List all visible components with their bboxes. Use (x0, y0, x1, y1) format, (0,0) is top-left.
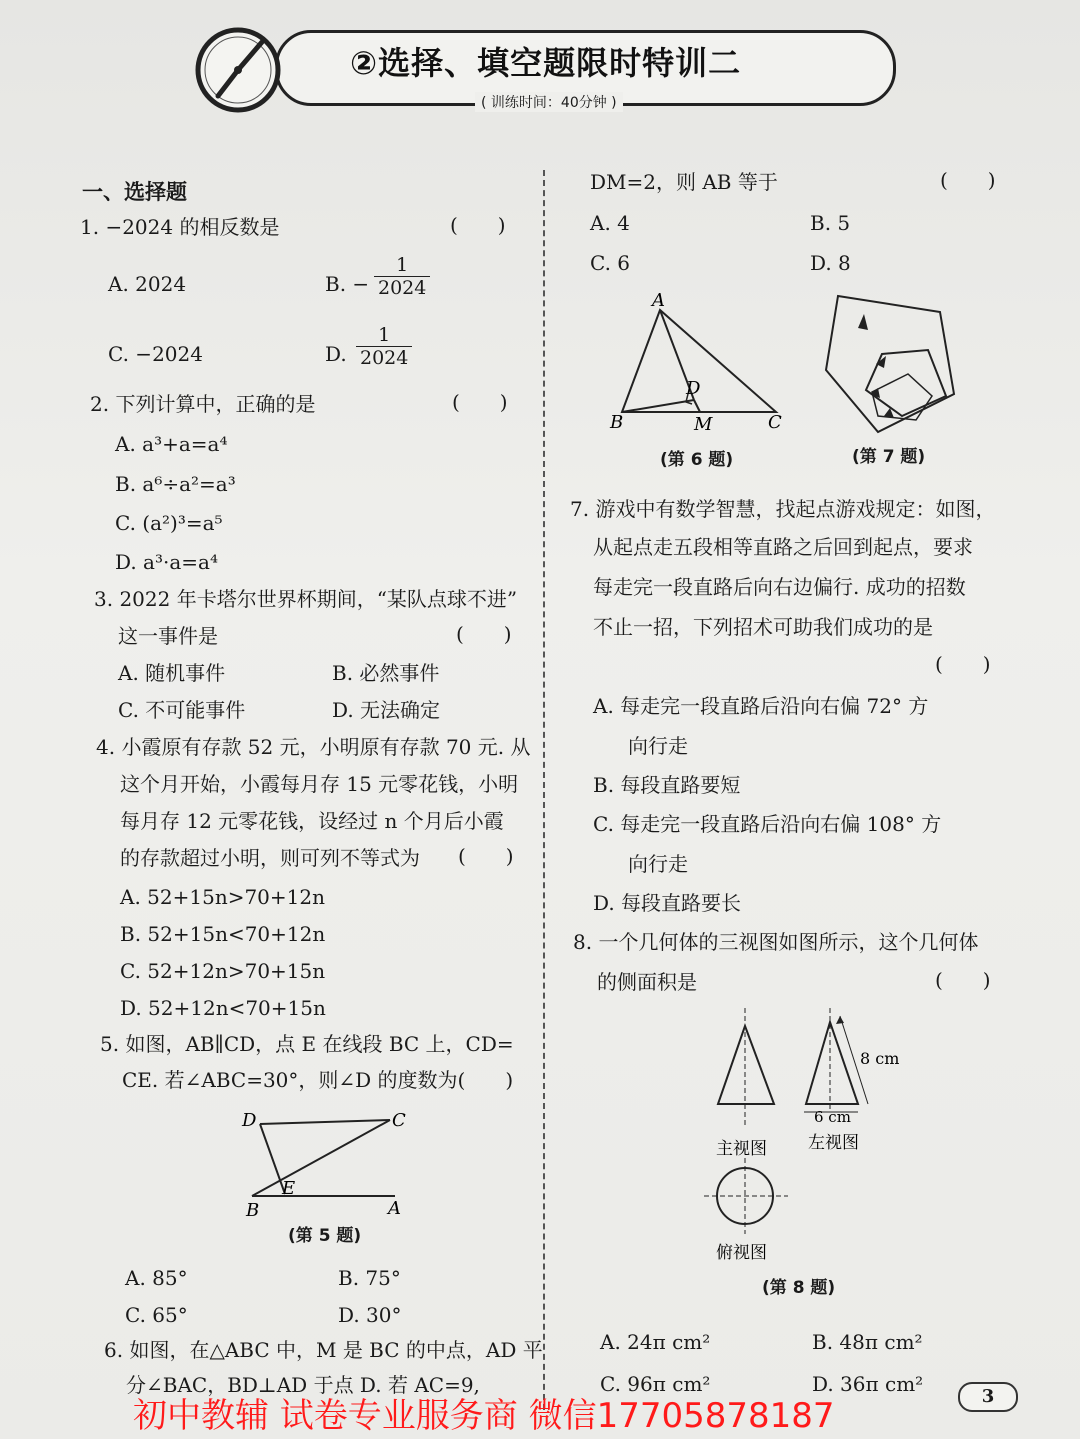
q6-label-a: A (652, 290, 665, 311)
q8-paren: ( ) (935, 968, 991, 992)
q8-figure (690, 1008, 910, 1268)
q1-option-d-fraction (356, 324, 412, 369)
q1-b-numerator: 1 (374, 254, 430, 277)
q7-option-a-line1: A. 每走完一段直路后沿向右偏 72° 方 (593, 694, 929, 718)
q6-label-b: B (610, 412, 624, 433)
q5-option-d: D. 30° (338, 1303, 402, 1327)
q5-label-d: D (242, 1110, 257, 1131)
q6-label-d: D (686, 378, 701, 399)
q6-paren: ( ) (940, 168, 996, 192)
q7-stem-line4: 不止一招，下列招术可助我们成功的是 (593, 615, 933, 639)
column-divider (543, 170, 545, 1410)
arrow-icon (858, 314, 868, 330)
q8-top-label: 俯视图 (716, 1243, 767, 1263)
q7-stem-line3: 每走完一段直路后向右边偏行. 成功的招数 (593, 575, 966, 599)
q6-option-c: C. 6 (590, 251, 631, 275)
q4-option-b: B. 52+15n<70+12n (120, 922, 326, 946)
q8-stem-line2: 的侧面积是 (597, 970, 697, 994)
q1-paren: ( ) (450, 213, 506, 237)
q8-stem-line1: 8. 一个几何体的三视图如图所示，这个几何体 (573, 930, 979, 954)
q8-length-8: 8 cm (860, 1049, 900, 1068)
q1-d-denominator: 2024 (360, 347, 409, 369)
q1-option-d-prefix: D. (325, 342, 347, 366)
q4-option-a: A. 52+15n>70+12n (120, 885, 325, 909)
q5-option-b: B. 75° (338, 1266, 401, 1290)
q7-option-d: D. 每段直路要长 (593, 891, 742, 915)
q4-option-d: D. 52+12n<70+15n (120, 996, 326, 1020)
q5-label-a: A (388, 1198, 401, 1219)
q6-figure (600, 288, 800, 438)
q5-caption: (第 5 题) (288, 1226, 362, 1246)
q2-option-b: B. a⁶÷a²=a³ (115, 472, 236, 496)
q3-paren: ( ) (456, 622, 512, 646)
q6-stem-line2: 分∠BAC，BD⊥AD 于点 D. 若 AC=9, (126, 1373, 480, 1397)
q3-option-a: A. 随机事件 (118, 661, 226, 685)
q7-option-a-line2: 向行走 (628, 734, 688, 758)
q6-stem-line1: 6. 如图，在△ABC 中，M 是 BC 的中点，AD 平 (104, 1338, 543, 1362)
q8-front-label: 主视图 (716, 1139, 767, 1159)
page-subtitle: ( 训练时间：40分钟 ) (475, 92, 623, 112)
q4-stem-line2: 这个月开始，小霞每月存 15 元零花钱，小明 (120, 772, 519, 796)
q3-option-d: D. 无法确定 (332, 698, 441, 722)
q1-d-numerator: 1 (356, 324, 412, 347)
q1-option-c: C. −2024 (108, 342, 203, 366)
q1-stem: 1. −2024 的相反数是 (80, 215, 280, 239)
q6-option-d: D. 8 (810, 251, 851, 275)
q7-option-c-line2: 向行走 (628, 852, 688, 876)
q8-option-b: B. 48π cm² (812, 1330, 923, 1354)
q8-option-d: D. 36π cm² (812, 1372, 924, 1396)
q1-option-b-fraction (374, 254, 430, 299)
q7-figure (820, 292, 960, 442)
q7-paren: ( ) (935, 652, 991, 676)
q5-stem-line2: CE. 若∠ABC=30°，则∠D 的度数为( ) (122, 1068, 514, 1092)
q6-option-a: A. 4 (590, 211, 630, 235)
q1-b-denominator: 2024 (378, 277, 427, 299)
page-title: ②选择、填空题限时特训二 (350, 44, 742, 82)
q6-stem-line3: DM=2，则 AB 等于 (590, 170, 778, 194)
q5-stem-line1: 5. 如图，AB∥CD，点 E 在线段 BC 上，CD= (100, 1032, 514, 1056)
q5-option-a: A. 85° (125, 1266, 188, 1290)
q4-stem-line4: 的存款超过小明，则可列不等式为 (120, 846, 420, 870)
watermark-text: 初中教辅 试卷专业服务商 微信17705878187 (133, 1396, 835, 1436)
q5-label-c: C (392, 1110, 406, 1131)
page-number: 3 (958, 1382, 1018, 1412)
q3-option-c: C. 不可能事件 (118, 698, 246, 722)
q6-label-c: C (768, 412, 782, 433)
q4-option-c: C. 52+12n>70+15n (120, 959, 326, 983)
q5-label-b: B (246, 1200, 260, 1221)
q2-option-d: D. a³·a=a⁴ (115, 550, 218, 574)
q5-figure (230, 1104, 430, 1224)
q2-paren: ( ) (452, 390, 508, 414)
q7-option-b: B. 每段直路要短 (593, 773, 741, 797)
q4-stem-line3: 每月存 12 元零花钱，设经过 n 个月后小霞 (120, 809, 504, 833)
q7-stem-line1: 7. 游戏中有数学智慧，找起点游戏规定：如图， (570, 497, 996, 521)
q7-stem-line2: 从起点走五段相等直路之后回到起点，要求 (593, 535, 973, 559)
q4-stem-line1: 4. 小霞原有存款 52 元，小明原有存款 70 元. 从 (96, 735, 531, 759)
q2-option-a: A. a³+a=a⁴ (115, 432, 228, 456)
section-heading: 一、选择题 (82, 180, 187, 204)
q6-caption: (第 6 题) (660, 450, 734, 470)
q5-option-c: C. 65° (125, 1303, 188, 1327)
q3-stem-line2: 这一事件是 (118, 624, 218, 648)
q7-caption: (第 7 题) (852, 447, 926, 467)
q2-option-c: C. (a²)³=a⁵ (115, 511, 223, 535)
q8-option-a: A. 24π cm² (600, 1330, 711, 1354)
q1-option-b-prefix: B. − (325, 272, 370, 296)
q8-option-c: C. 96π cm² (600, 1372, 711, 1396)
q3-option-b: B. 必然事件 (332, 661, 440, 685)
q6-option-b: B. 5 (810, 211, 851, 235)
clock-icon (192, 22, 284, 114)
q8-caption: (第 8 题) (762, 1278, 836, 1298)
q3-stem-line1: 3. 2022 年卡塔尔世界杯期间，“某队点球不进” (94, 587, 518, 611)
q6-label-m: M (694, 414, 713, 435)
q8-left-label: 左视图 (808, 1133, 859, 1153)
q2-stem: 2. 下列计算中，正确的是 (90, 392, 316, 416)
q7-option-c-line1: C. 每走完一段直路后沿向右偏 108° 方 (593, 812, 942, 836)
q5-label-e: E (282, 1178, 296, 1199)
q8-length-6: 6 cm (814, 1108, 851, 1126)
q4-paren: ( ) (458, 844, 514, 868)
q1-option-a: A. 2024 (108, 272, 187, 296)
